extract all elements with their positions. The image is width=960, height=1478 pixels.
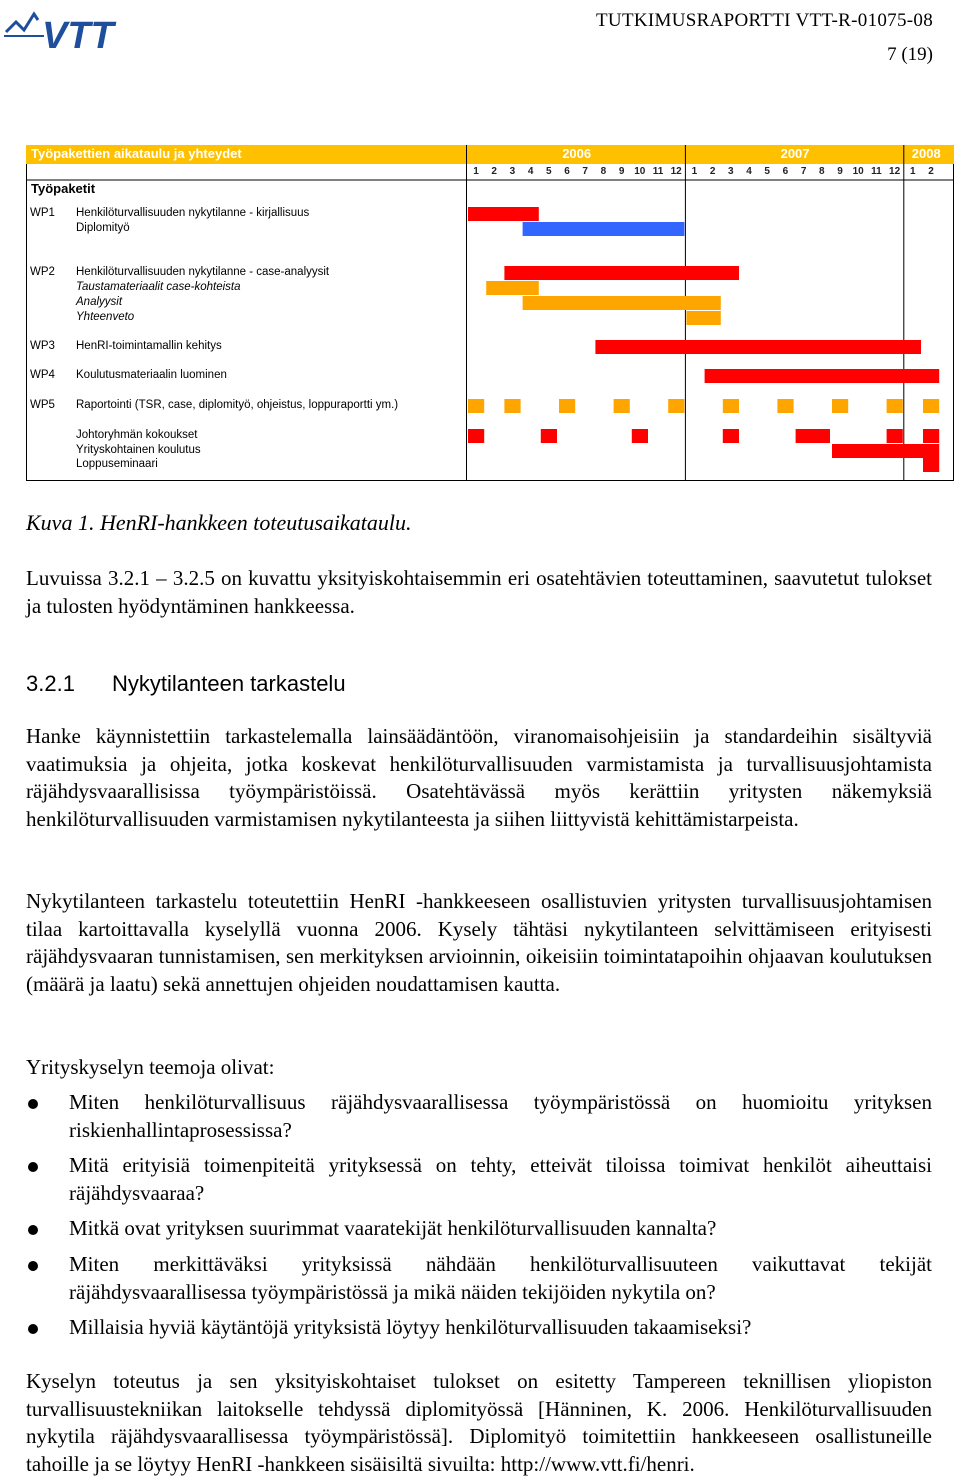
gantt-task-label: Koulutusmateriaalin luominen bbox=[76, 369, 227, 381]
gantt-bar bbox=[504, 266, 739, 280]
gantt-bar bbox=[614, 399, 630, 413]
gantt-month-label: 5 bbox=[546, 166, 552, 177]
gantt-month-label: 8 bbox=[819, 166, 825, 177]
bullet-icon bbox=[28, 1225, 38, 1235]
bullet-icon bbox=[28, 1099, 38, 1109]
list-item: Mitä erityisiä toimenpiteitä yrityksessä on tehty, etteivät tiloissa toimivat henkilöt aiheuttaisi räjähdysvaaraa? bbox=[26, 1152, 932, 1207]
gantt-month-label: 5 bbox=[764, 166, 770, 177]
gantt-month-label: 6 bbox=[564, 166, 570, 177]
gantt-task-label: Diplomityö bbox=[76, 222, 130, 234]
gantt-bar bbox=[723, 399, 739, 413]
figure-caption: Kuva 1. HenRI-hankkeen toteutusaikataulu. bbox=[26, 510, 412, 535]
gantt-wp-label: WP2 bbox=[30, 266, 55, 278]
bullet-list bbox=[26, 1089, 932, 1342]
list-item: Miten merkittäväksi yrityksissä nähdään henkilöturvallisuuteen vaikuttavat tekijät räjähdysvaarallisessa työympäristössä ja mikä näiden tekijöiden nykytila on? bbox=[26, 1251, 932, 1306]
gantt-month-label: 3 bbox=[728, 166, 734, 177]
page-number: 7 (19) bbox=[887, 44, 933, 65]
gantt-bar bbox=[504, 399, 520, 413]
gantt-month-label: 10 bbox=[852, 166, 864, 177]
paragraph-1: Hanke käynnistettiin tarkastelemalla lainsäädäntöön, viranomaisohjeisiin ja standardeihin sisältyviä vaatimuksia ja ohjeita, jotka koskevat henkilöturvallisuuden varmistamista ja turvallisuusjohtamista räjähdysvaarallisissa työympäristöissä. Osatehtävässä myös kerättiin yritysten näkemyksiä henkilöturvallisuuden varmistamisen nykytilanteesta ja siihen liittyvistä kehittämistarpeista. bbox=[26, 724, 932, 831]
gantt-month-label: 2 bbox=[491, 166, 497, 177]
gantt-bar bbox=[832, 399, 848, 413]
vtt-logo bbox=[4, 4, 154, 54]
list-item: Mitkä ovat yrityksen suurimmat vaaratekijät henkilöturvallisuuden kannalta? bbox=[26, 1215, 932, 1243]
gantt-bar bbox=[686, 311, 720, 325]
gantt-year-label: 2007 bbox=[780, 146, 810, 161]
gantt-month-label: 1 bbox=[691, 166, 698, 177]
gantt-bar bbox=[559, 399, 575, 413]
logo-text: VTT bbox=[42, 15, 114, 54]
gantt-task-label: Henkilöturvallisuuden nykytilanne - kirjallisuus bbox=[76, 207, 310, 219]
gantt-bar bbox=[923, 429, 939, 443]
gantt-wp-label: WP5 bbox=[30, 399, 55, 411]
gantt-month-label: 11 bbox=[871, 166, 882, 177]
section-heading bbox=[26, 671, 346, 697]
gantt-bar bbox=[595, 340, 921, 354]
gantt-year-label: 2006 bbox=[562, 146, 592, 161]
gantt-month-label: 4 bbox=[527, 166, 534, 177]
gantt-bar bbox=[523, 296, 721, 310]
gantt-month-label: 9 bbox=[618, 166, 625, 177]
gantt-month-label: 7 bbox=[800, 166, 807, 177]
gantt-bar bbox=[541, 429, 557, 443]
gantt-bar bbox=[523, 222, 685, 236]
gantt-month-label: 8 bbox=[600, 166, 607, 177]
gantt-wp-label: WP3 bbox=[30, 340, 55, 352]
gantt-month-label: 3 bbox=[509, 166, 516, 177]
gantt-month-label: 1 bbox=[910, 166, 916, 177]
gantt-task-label: Yhteenveto bbox=[76, 311, 135, 323]
gantt-task-label: Loppuseminaari bbox=[76, 458, 158, 470]
intro-paragraph: Luvuissa 3.2.1 – 3.2.5 on kuvattu yksityiskohtaisemmin eri osatehtävien toteuttaminen, saavutetut tulokset ja tulosten hyödyntäminen hankkeessa. bbox=[26, 566, 932, 618]
gantt-bar bbox=[632, 429, 648, 443]
gantt-bar bbox=[468, 399, 484, 413]
gantt-bar bbox=[468, 429, 484, 443]
section-title: Nykytilanteen tarkastelu bbox=[112, 671, 346, 696]
gantt-bar bbox=[923, 458, 939, 472]
gantt-heading: Työpaketit bbox=[31, 181, 96, 196]
gantt-bar bbox=[777, 399, 793, 413]
bullet-icon bbox=[28, 1324, 38, 1334]
gantt-task-label: Taustamateriaalit case-kohteista bbox=[76, 281, 241, 293]
bullet-icon bbox=[28, 1261, 38, 1271]
gantt-bar bbox=[887, 399, 903, 413]
gantt-month-label: 10 bbox=[634, 166, 646, 177]
gantt-task-label: Henkilöturvallisuuden nykytilanne - case-analyysit bbox=[76, 266, 330, 278]
gantt-title: Työpakettien aikataulu ja yhteydet bbox=[31, 146, 242, 161]
list-item: Millaisia hyviä käytäntöjä yrityksistä löytyy henkilöturvallisuuden takaamiseksi? bbox=[26, 1314, 932, 1342]
gantt-bar bbox=[723, 429, 739, 443]
paragraph-2: Nykytilanteen tarkastelu toteutettiin HenRI -hankkeeseen osallistuvien yritysten turvallisuusjohtamisen tilaa kartoittavalla kyselyllä vuonna 2006. Kysely tähtäsi nykytilanteen selvittämiseen erityisesti räjähdysvaaran tunnistamisen, sen merkityksen arvioinnin, oikeisiin toimintatapoihin ohjaavan koulutuksen (määrä ja laatu) sekä annettujen ohjeiden noudattamisen kautta. bbox=[26, 889, 932, 996]
gantt-month-label: 9 bbox=[837, 166, 843, 177]
gantt-task-label: Yrityskohtainen koulutus bbox=[76, 444, 201, 456]
gantt-month-label: 6 bbox=[782, 166, 789, 177]
gantt-task-label: HenRI-toimintamallin kehitys bbox=[76, 340, 222, 352]
section-number: 3.2.1 bbox=[26, 671, 75, 696]
gantt-bar bbox=[796, 429, 830, 443]
gantt-month-label: 1 bbox=[473, 166, 479, 177]
report-id: TUTKIMUSRAPORTTI VTT-R-01075-08 bbox=[596, 10, 933, 31]
paragraph-3: Yrityskyselyn teemoja olivat: bbox=[26, 1055, 275, 1079]
gantt-chart bbox=[26, 145, 954, 481]
gantt-month-label: 4 bbox=[746, 166, 752, 177]
gantt-bar bbox=[668, 399, 684, 413]
gantt-month-label: 11 bbox=[652, 166, 664, 177]
gantt-month-label: 12 bbox=[670, 166, 682, 177]
gantt-month-label: 2 bbox=[709, 166, 716, 177]
gantt-month-label: 7 bbox=[582, 166, 588, 177]
gantt-task-label: Raportointi (TSR, case, diplomityö, ohjeistus, loppuraportti ym.) bbox=[76, 399, 399, 411]
gantt-bar bbox=[832, 444, 939, 458]
list-item: Miten henkilöturvallisuus räjähdysvaarallisessa työympäristössä on huomioitu yrityksen riskienhallintaprosessissa? bbox=[26, 1089, 932, 1144]
gantt-month-label: 2 bbox=[928, 166, 934, 177]
bullet-icon bbox=[28, 1162, 38, 1172]
gantt-wp-label: WP4 bbox=[30, 369, 55, 381]
gantt-bar bbox=[486, 281, 539, 295]
gantt-wp-label: WP1 bbox=[30, 207, 55, 219]
final-paragraph: Kyselyn toteutus ja sen yksityiskohtaiset tulokset on esitetty Tampereen teknillisen yliopiston turvallisuustekniikan laitokselle tehdyssä diplomityössä [Hänninen, K. 2006. Henkilöturvallisuuden nykytila räjähdysvaarallisessa työympäristössä]. Diplomityö toimitettiin hankkeeseen osallistuneille tahoille ja se löytyy HenRI -hankkeen sisäisiltä sivuilta: http://www.vtt.fi/henri. bbox=[26, 1369, 932, 1476]
gantt-task-label: Analyysit bbox=[76, 296, 123, 308]
gantt-task-label: Johtoryhmän kokoukset bbox=[76, 429, 198, 441]
gantt-bar bbox=[923, 399, 939, 413]
gantt-month-label: 12 bbox=[889, 166, 901, 177]
gantt-year-label: 2008 bbox=[911, 146, 941, 161]
vtt-logo-icon bbox=[4, 4, 154, 54]
gantt-bar bbox=[887, 429, 903, 443]
gantt-bar bbox=[468, 207, 539, 221]
gantt-bar bbox=[705, 369, 940, 383]
